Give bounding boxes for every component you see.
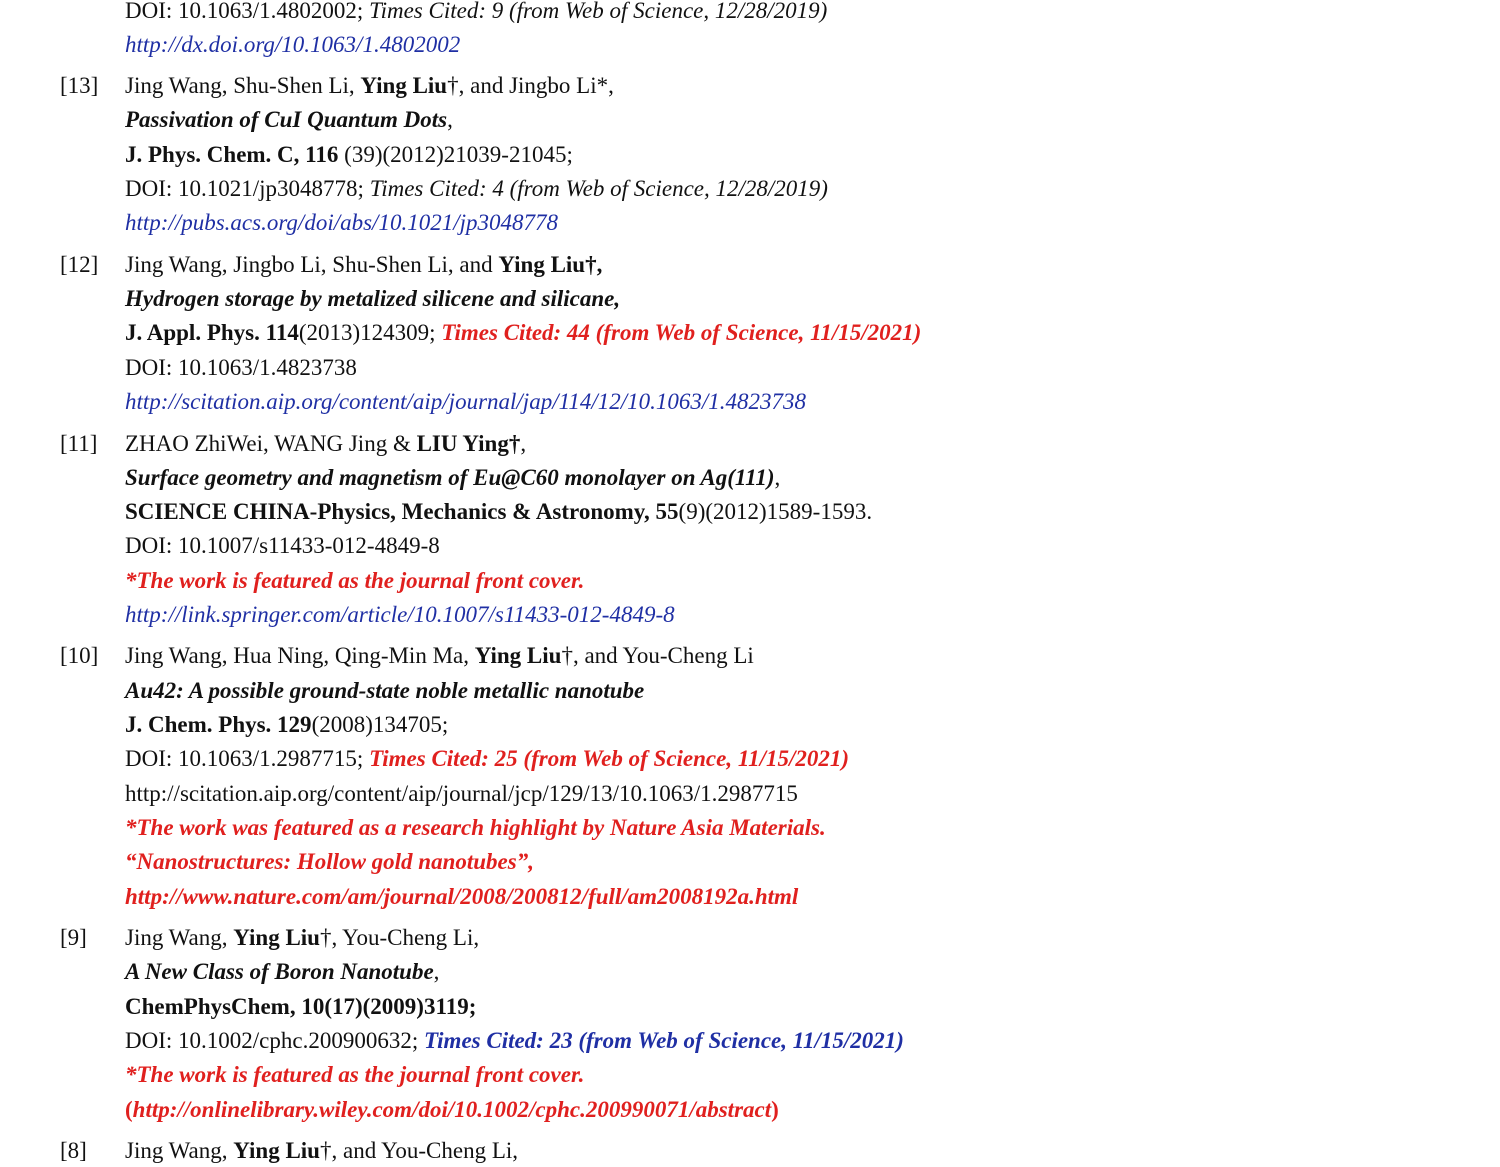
top-url-link[interactable]: http://dx.doi.org/10.1063/1.4802002 xyxy=(125,32,461,57)
times-cited: Times Cited: 44 (from Web of Science, 11/15/2021) xyxy=(441,320,922,345)
ref13-journal xyxy=(125,141,573,169)
journal-name: J. Chem. Phys. 129 xyxy=(125,712,312,737)
ref8-authors xyxy=(125,1137,518,1165)
times-cited: Times Cited: 25 (from Web of Science, 11/15/2021) xyxy=(369,746,850,771)
ref10-note-link[interactable]: http://www.nature.com/am/journal/2008/200812/full/am2008192a.html xyxy=(125,884,799,909)
author-text: †, and You-Cheng Li xyxy=(561,643,754,668)
journal-name: J. Appl. Phys. 114 xyxy=(125,320,299,345)
ref11-doi: DOI: 10.1007/s11433-012-4849-8 xyxy=(125,533,440,558)
doi-text: DOI: 10.1021/jp3048778; xyxy=(125,176,370,201)
doi-text: DOI: 10.1002/cphc.200900632; xyxy=(125,1028,424,1053)
journal-volume: (2013)124309; xyxy=(298,320,442,345)
author-highlight: LIU Ying† xyxy=(416,431,521,456)
ref-number-8: [8] xyxy=(60,1138,87,1163)
paren-close: ) xyxy=(771,1097,779,1122)
ref10-note-highlight: *The work was featured as a research highlight by Nature Asia Materials. xyxy=(125,815,826,840)
paper-title: Passivation of CuI Quantum Dots xyxy=(125,107,448,132)
doi-text: DOI: 10.1063/1.2987715; xyxy=(125,746,370,771)
author-text: Jing Wang, xyxy=(125,1138,234,1163)
ref9-url-line xyxy=(125,1096,779,1124)
punct: , xyxy=(774,465,781,490)
punct: , xyxy=(447,107,453,132)
ref11-note: *The work is featured as the journal front cover. xyxy=(125,568,585,593)
ref11-authors xyxy=(125,430,526,458)
journal-volume: (2008)134705; xyxy=(311,712,449,737)
punct: , xyxy=(520,431,527,456)
ref-number-11: [11] xyxy=(60,431,98,456)
journal-volume: (9)(2012)1589-1593. xyxy=(678,499,873,524)
author-highlight: Ying Liu†, xyxy=(498,252,603,277)
times-cited: Times Cited: 9 (from Web of Science, 12/28/2019) xyxy=(369,0,828,23)
times-cited: Times Cited: 23 (from Web of Science, 11/15/2021) xyxy=(423,1028,904,1053)
ref-number-10: [10] xyxy=(60,643,99,668)
ref10-title: Au42: A possible ground-state noble metallic nanotube xyxy=(125,678,645,703)
ref12-authors xyxy=(125,251,602,279)
top-doi-line xyxy=(125,0,827,25)
author-text: Jing Wang, Hua Ning, Qing-Min Ma, xyxy=(125,643,475,668)
ref13-url-link[interactable]: http://pubs.acs.org/doi/abs/10.1021/jp3048778 xyxy=(125,210,558,235)
ref12-doi: DOI: 10.1063/1.4823738 xyxy=(125,355,357,380)
ref9-journal: ChemPhysChem, 10(17)(2009)3119; xyxy=(125,994,477,1019)
author-text: †, and You-Cheng Li, xyxy=(319,1138,519,1163)
paren-open: ( xyxy=(125,1097,133,1122)
author-highlight: Ying Liu xyxy=(233,1138,320,1163)
ref9-title xyxy=(125,958,439,986)
doi-text: DOI: 10.1063/1.4802002; xyxy=(125,0,370,23)
author-text: Jing Wang, Shu-Shen Li, xyxy=(125,73,361,98)
journal-volume: (39)(2012)21039-21045; xyxy=(338,142,573,167)
ref9-authors xyxy=(125,924,479,952)
author-highlight: Ying Liu xyxy=(474,643,562,668)
ref10-journal xyxy=(125,711,448,739)
ref13-doi xyxy=(125,175,828,203)
ref11-title xyxy=(125,464,780,492)
author-text: Jing Wang, Jingbo Li, Shu-Shen Li, and xyxy=(125,252,499,277)
ref13-title xyxy=(125,106,453,134)
ref9-note: *The work is featured as the journal front cover. xyxy=(125,1062,585,1087)
journal-name: J. Phys. Chem. C, 116 xyxy=(125,142,339,167)
paper-title: Surface geometry and magnetism of Eu@C60 monolayer on Ag(111) xyxy=(125,465,775,490)
times-cited: Times Cited: 4 (from Web of Science, 12/28/2019) xyxy=(369,176,828,201)
ref12-journal xyxy=(125,319,921,347)
author-text: †, You-Cheng Li, xyxy=(319,925,480,950)
author-text: ZHAO ZhiWei, WANG Jing & xyxy=(125,431,417,456)
ref-number-9: [9] xyxy=(60,925,87,950)
ref10-url-link[interactable]: http://scitation.aip.org/content/aip/journal/jcp/129/13/10.1063/1.2987715 xyxy=(125,781,798,806)
ref11-url-link[interactable]: http://link.springer.com/article/10.1007/s11433-012-4849-8 xyxy=(125,602,675,627)
ref10-authors xyxy=(125,642,754,670)
journal-name: SCIENCE CHINA-Physics, Mechanics & Astronomy, 55 xyxy=(125,499,679,524)
author-highlight: Ying Liu xyxy=(233,925,320,950)
author-text: †, and Jingbo Li*, xyxy=(447,73,614,98)
ref9-doi xyxy=(125,1027,904,1055)
paper-title: A New Class of Boron Nanotube xyxy=(125,959,434,984)
ref12-title: Hydrogen storage by metalized silicene and silicane, xyxy=(125,286,621,311)
ref13-authors xyxy=(125,72,614,100)
ref10-doi xyxy=(125,745,849,773)
author-highlight: Ying Liu xyxy=(360,73,448,98)
ref12-url-link[interactable]: http://scitation.aip.org/content/aip/journal/jap/114/12/10.1063/1.4823738 xyxy=(125,389,807,414)
ref-number-13: [13] xyxy=(60,73,99,98)
ref11-journal xyxy=(125,498,872,526)
ref9-url-link[interactable]: http://onlinelibrary.wiley.com/doi/10.1002/cphc.200990071/abstract xyxy=(132,1097,772,1122)
punct: , xyxy=(433,959,440,984)
ref-number-12: [12] xyxy=(60,252,99,277)
author-text: Jing Wang, xyxy=(125,925,234,950)
ref10-note-title: “Nanostructures: Hollow gold nanotubes”, xyxy=(125,849,534,874)
